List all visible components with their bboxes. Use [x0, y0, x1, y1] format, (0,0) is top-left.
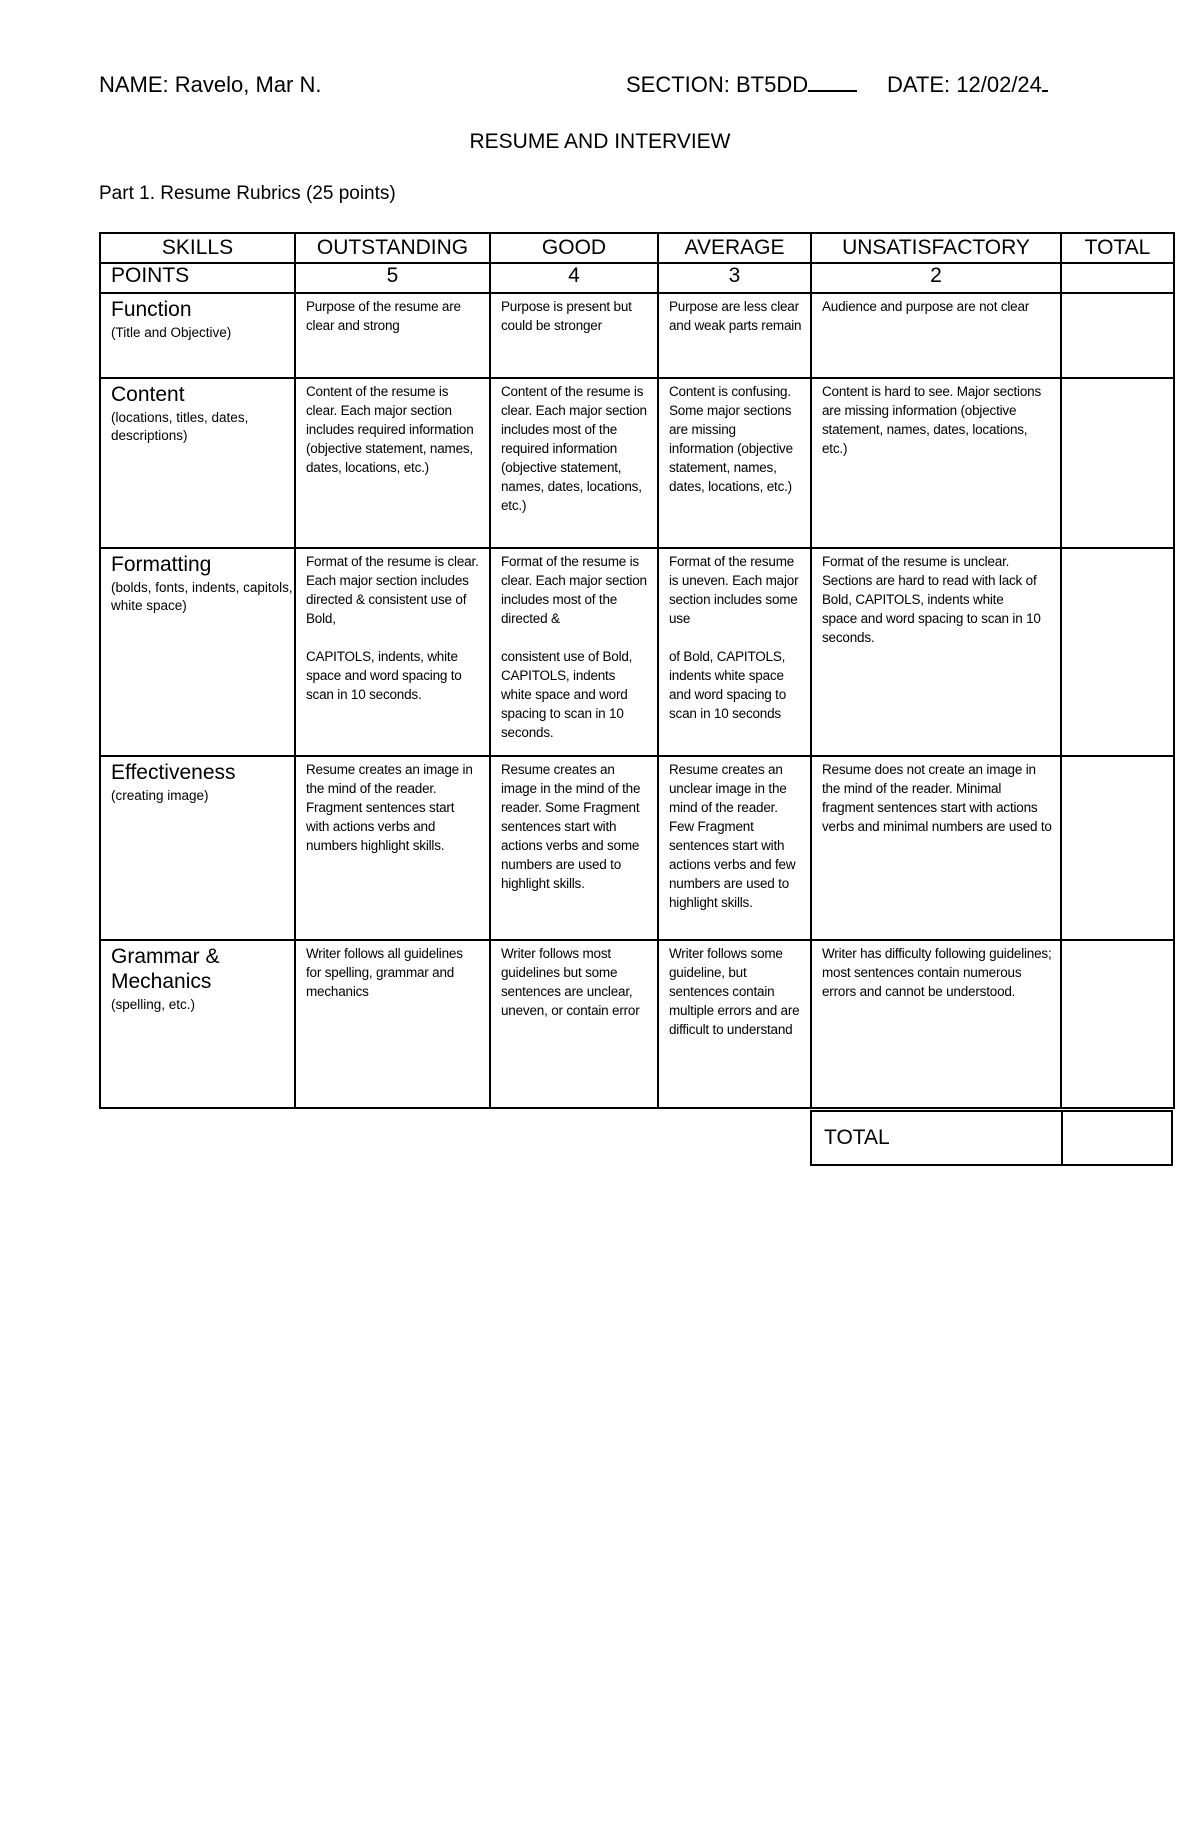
skill-description: (bolds, fonts, indents, capitols, white space) [111, 580, 293, 613]
criteria-text: Purpose of the resume are clear and strong [306, 299, 461, 333]
skill-name: Grammar & Mechanics [111, 945, 220, 993]
page-title: RESUME AND INTERVIEW [469, 130, 731, 153]
desc-cell-good [490, 293, 658, 378]
criteria-text: Resume creates an image in the mind of the reader. Fragment sentences start with actions verbs and numbers highlight skills. [306, 762, 473, 853]
skill-description: (Title and Objective) [111, 325, 232, 340]
criteria-text: Writer follows most guidelines but some sentences are unclear, uneven, or contain error [501, 946, 640, 1018]
skill-description: (spelling, etc.) [111, 997, 196, 1012]
skill-cell [100, 548, 295, 756]
skill-cell [100, 756, 295, 940]
rubric-row-content [100, 378, 1174, 548]
skill-name: Formatting [111, 553, 212, 576]
grand-total-row [811, 1111, 1172, 1165]
desc-cell-outstanding [295, 548, 490, 756]
desc-cell-average [658, 378, 811, 548]
grand-total-table [810, 1110, 1173, 1166]
skill-name: Function [111, 298, 192, 321]
criteria-text: Content is confusing. Some major sections are missing information (objective statement, names, dates, locations, etc.) [669, 384, 793, 494]
skill-description: (creating image) [111, 788, 209, 803]
criteria-text: Audience and purpose are not clear [822, 299, 1030, 314]
criteria-text: Resume creates an image in the mind of the reader. Some Fragment sentences start with actions verbs and some numbers are used to highlight skills. [501, 762, 641, 891]
date-field [887, 72, 1048, 98]
student-name: NAME: Ravelo, Mar N. [99, 72, 322, 97]
desc-cell-outstanding [295, 378, 490, 548]
header-row [100, 233, 1174, 263]
skill-name: Effectiveness [111, 761, 236, 784]
criteria-text: Format of the resume is clear. Each major section includes directed & consistent use of Bold, CAPITOLS, indents, white space and word spacing to scan in 10 seconds. [306, 554, 479, 702]
points-label: POINTS [100, 263, 295, 293]
criteria-text: Resume does not create an image in the mind of the reader. Minimal fragment sentences start with actions verbs and minimal numbers are used to [822, 762, 1052, 834]
desc-cell-good [490, 940, 658, 1108]
criteria-text: Content of the resume is clear. Each major section includes most of the required information (objective statement, names, dates, locations, etc.) [501, 384, 647, 513]
rubric-row-formatting [100, 548, 1174, 756]
col-header-average: AVERAGE [658, 233, 811, 263]
date-value: DATE: 12/02/24 [887, 72, 1042, 97]
desc-cell-good [490, 548, 658, 756]
total-cell[interactable] [1061, 548, 1174, 756]
desc-cell-unsatisfactory [811, 756, 1061, 940]
criteria-text: Format of the resume is clear. Each major section includes most of the directed & consistent use of Bold, CAPITOLS, indents white space and word spacing to scan in 10 seconds. [501, 554, 647, 740]
total-cell[interactable] [1061, 378, 1174, 548]
grand-total-label: TOTAL [811, 1111, 1062, 1165]
col-header-good: GOOD [490, 233, 658, 263]
desc-cell-outstanding [295, 940, 490, 1108]
desc-cell-average [658, 548, 811, 756]
col-header-total: TOTAL [1061, 233, 1174, 263]
total-cell[interactable] [1061, 756, 1174, 940]
criteria-text: Writer follows some guideline, but sentences contain multiple errors and are difficult to understand [669, 946, 800, 1037]
desc-cell-unsatisfactory [811, 293, 1061, 378]
section-field [626, 72, 857, 98]
desc-cell-average [658, 940, 811, 1108]
desc-cell-unsatisfactory [811, 548, 1061, 756]
criteria-text: Format of the resume is unclear. Sections are hard to read with lack of Bold, CAPITOLS, indents white space and word spacing to scan in 10 seconds. [822, 554, 1041, 645]
points-total-cell [1061, 263, 1174, 293]
points-unsatisfactory: 2 [811, 263, 1061, 293]
criteria-text: Writer has difficulty following guidelines; most sentences contain numerous errors and cannot be understood. [822, 946, 1052, 999]
criteria-text: Content is hard to see. Major sections are missing information (objective statement, names, dates, locations, etc.) [822, 384, 1042, 456]
rubric-row-effectiveness [100, 756, 1174, 940]
section-value: SECTION: BT5DD [626, 72, 809, 97]
col-header-unsatisfactory: UNSATISFACTORY [811, 233, 1061, 263]
skill-cell [100, 940, 295, 1108]
desc-cell-good [490, 756, 658, 940]
skill-description: (locations, titles, dates, descriptions) [111, 410, 249, 443]
skill-cell [100, 378, 295, 548]
skill-name: Content [111, 383, 185, 406]
criteria-text: Content of the resume is clear. Each major section includes required information (objective statement, names, dates, locations, etc.) [306, 384, 474, 475]
desc-cell-good [490, 378, 658, 548]
rubric-table [99, 232, 1175, 1109]
part-heading: Part 1. Resume Rubrics (25 points) [99, 183, 396, 204]
criteria-text: Purpose are less clear and weak parts remain [669, 299, 802, 333]
col-header-outstanding: OUTSTANDING [295, 233, 490, 263]
criteria-text: Resume creates an unclear image in the mind of the reader. Few Fragment sentences start with actions verbs and few numbers are used to highlight skills. [669, 762, 796, 910]
rubric-row-grammar [100, 940, 1174, 1108]
section-blank [808, 72, 857, 92]
skill-cell [100, 293, 295, 378]
desc-cell-outstanding [295, 756, 490, 940]
desc-cell-outstanding [295, 293, 490, 378]
points-outstanding: 5 [295, 263, 490, 293]
total-cell[interactable] [1061, 293, 1174, 378]
points-average: 3 [658, 263, 811, 293]
rubric-row-function [100, 293, 1174, 378]
criteria-text: Format of the resume is uneven. Each major section includes some use of Bold, CAPITOLS, indents white space and word spacing to scan in 10 seconds [669, 554, 799, 721]
criteria-text: Writer follows all guidelines for spelling, grammar and mechanics [306, 946, 463, 999]
desc-cell-unsatisfactory [811, 378, 1061, 548]
header-line [99, 72, 1099, 102]
points-good: 4 [490, 263, 658, 293]
points-row [100, 263, 1174, 293]
col-header-skills: SKILLS [100, 233, 295, 263]
total-cell[interactable] [1061, 940, 1174, 1108]
criteria-text: Purpose is present but could be stronger [501, 299, 632, 333]
desc-cell-average [658, 756, 811, 940]
grand-total-value[interactable] [1062, 1111, 1172, 1165]
desc-cell-unsatisfactory [811, 940, 1061, 1108]
desc-cell-average [658, 293, 811, 378]
date-blank [1042, 72, 1048, 92]
